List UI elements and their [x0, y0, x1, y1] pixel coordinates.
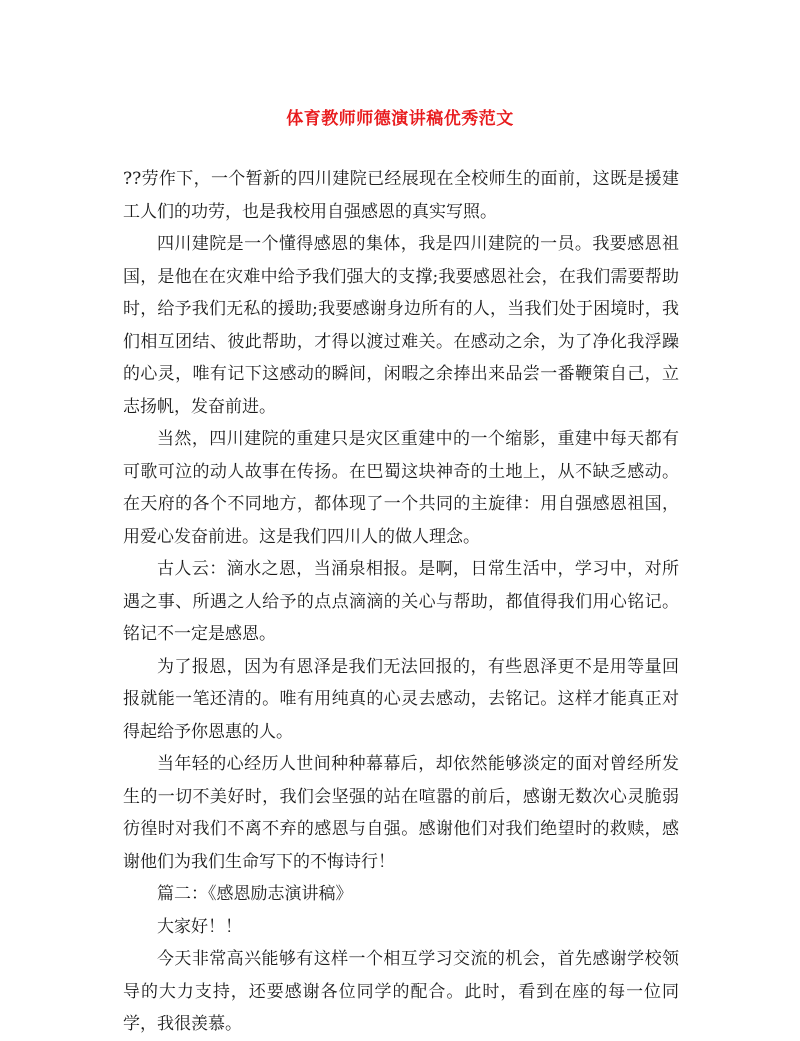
paragraph: 古人云：滴水之恩，当涌泉相报。是啊，日常生活中，学习中，对所遇之事、所遇之人给予的点点滴滴的关心与帮助，都值得我们用心铭记。铭记不一定是感恩。: [123, 559, 679, 644]
section-heading: 篇二：《感恩励志演讲稿》: [157, 884, 353, 904]
paragraph: ??劳作下，一个暂新的四川建院已经展现在全校师生的面前，这既是援建工人们的功劳，也是我校用自强感恩的真实写照。: [123, 169, 679, 222]
paragraph: 当年轻的心经历人世间种种幕幕后，却依然能够淡定的面对曾经所发生的一切不美好时，我们会坚强的站在喧嚣的前后，感谢无数次心灵脆弱彷徨时对我们不离不弃的感恩与自强。感谢他们对我们绝望时的救赎，感谢他们为我们生命写下的不悔诗行！: [123, 754, 679, 872]
paragraph: 当然，四川建院的重建只是灾区重建中的一个缩影，重建中每天都有可歌可泣的动人故事在传扬。在巴蜀这块神奇的土地上，从不缺乏感动。在天府的各个不同地方，都体现了一个共同的主旋律：用自强感恩祖国，用爱心发奋前进。这是我们四川人的做人理念。: [123, 429, 679, 547]
paragraph: 今天非常高兴能够有这样一个相互学习交流的机会，首先感谢学校领导的大力支持，还要感谢各位同学的配合。此时，看到在座的每一位同学，我很羡慕。: [123, 949, 679, 1034]
greeting: 大家好！！: [157, 916, 242, 937]
paragraph: 为了报恩，因为有恩泽是我们无法回报的，有些恩泽更不是用等量回报就能一笔还清的。唯有用纯真的心灵去感动，去铭记。这样才能真正对得起给予你恩惠的人。: [123, 656, 679, 742]
paragraph: 四川建院是一个懂得感恩的集体，我是四川建院的一员。我要感恩祖国，是他在在灾难中给予我们强大的支撑;我要感恩社会，在我们需要帮助时，给予我们无私的援助;我要感谢身边所有的人，当我们处于困境时，我们相互团结、彼此帮助，才得以渡过难关。在感动之余，为了净化我浮躁的心灵，唯有记下这感动的瞬间，闲暇之余捧出来品尝一番鞭策自己，立志扬帆，发奋前进。: [123, 234, 679, 417]
document-title: 体育教师师德演讲稿优秀范文: [286, 109, 514, 129]
document-body: [123, 163, 679, 1041]
